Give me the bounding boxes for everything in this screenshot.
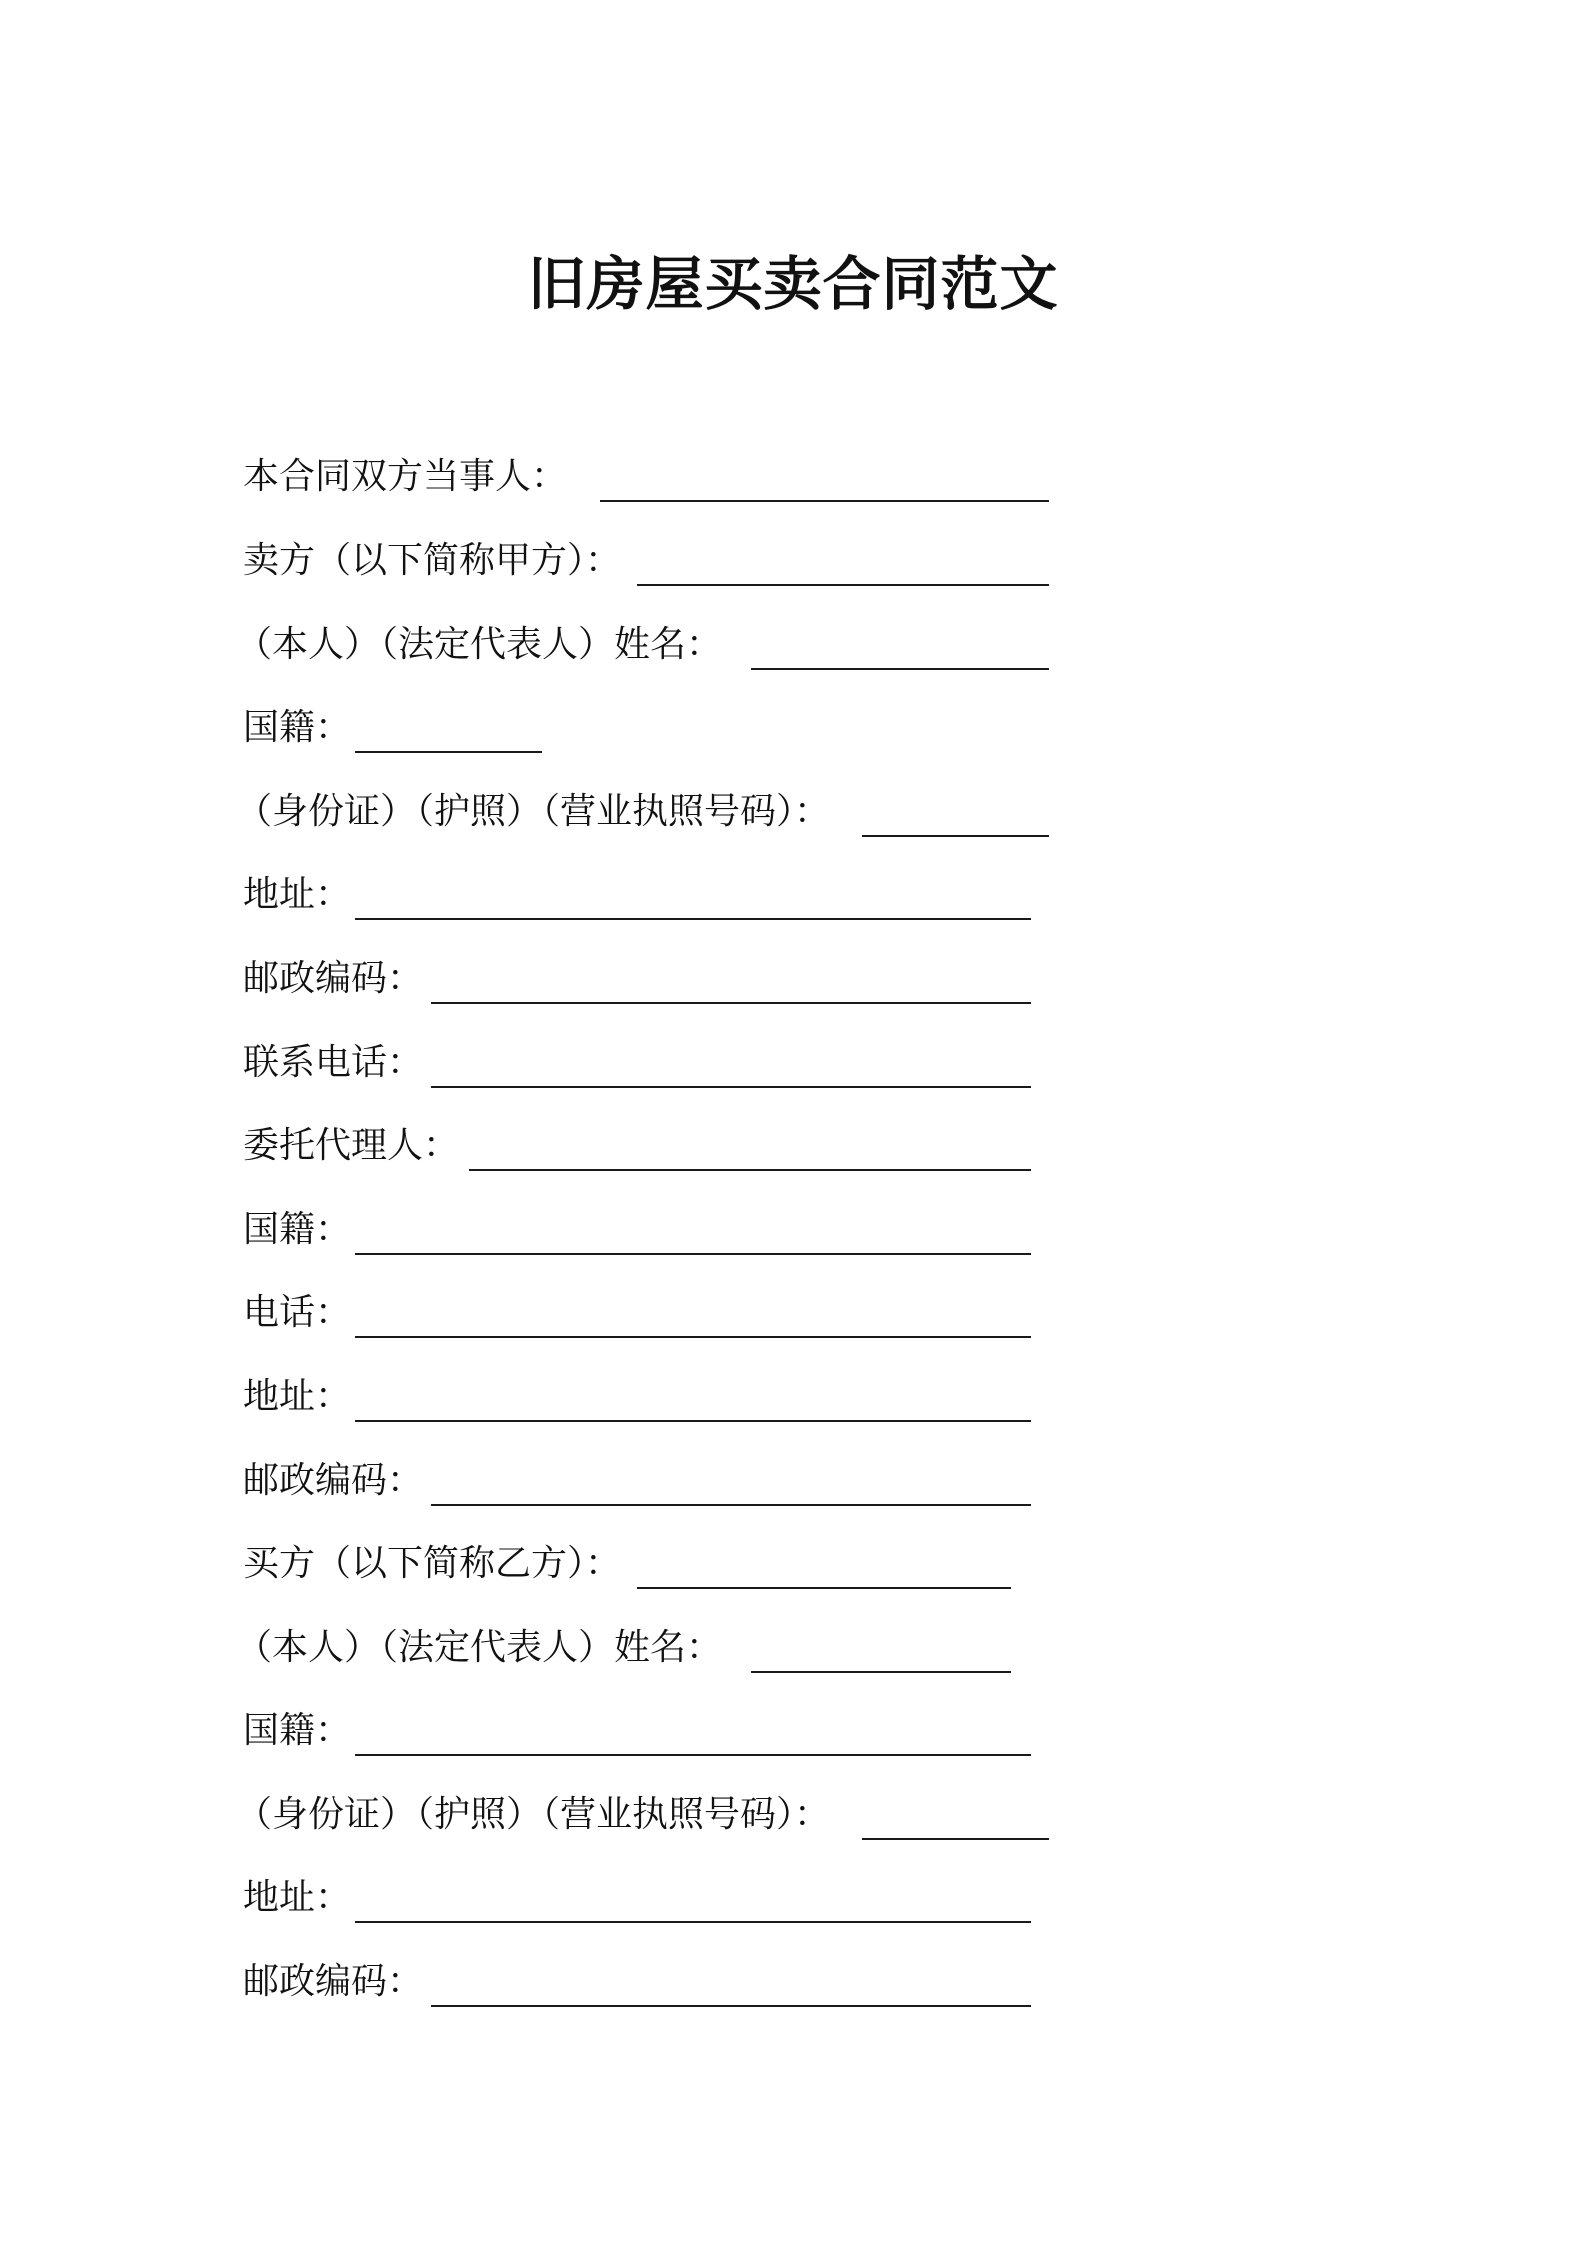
field-row-seller-phone	[0, 1034, 1586, 1094]
field-row-buyer-address	[0, 1869, 1586, 1929]
field-label: 联系电话：	[243, 1042, 424, 1083]
field-label: 地址：	[243, 874, 352, 915]
blank-line[interactable]	[862, 1838, 1049, 1840]
field-row-seller-name	[0, 616, 1586, 676]
field-label: 国籍：	[243, 707, 352, 748]
field-row-buyer-postcode	[0, 1953, 1586, 2013]
field-label: （本人）（法定代表人）姓名：	[236, 624, 723, 665]
field-row-agent	[0, 1117, 1586, 1177]
field-label: 国籍：	[243, 1209, 352, 1250]
blank-line[interactable]	[431, 1504, 1031, 1506]
blank-line[interactable]	[355, 1420, 1031, 1422]
field-row-seller-postcode	[0, 950, 1586, 1010]
field-row-agent-phone	[0, 1284, 1586, 1344]
blank-line[interactable]	[355, 1754, 1031, 1756]
blank-line[interactable]	[469, 1169, 1031, 1171]
blank-line[interactable]	[355, 1921, 1031, 1923]
blank-line[interactable]	[431, 2005, 1031, 2007]
field-label: 地址：	[243, 1376, 352, 1417]
field-label: 委托代理人：	[243, 1125, 460, 1166]
field-row-seller-address	[0, 866, 1586, 926]
blank-line[interactable]	[751, 668, 1049, 670]
blank-line[interactable]	[600, 500, 1049, 502]
blank-line[interactable]	[355, 1253, 1031, 1255]
field-label: 地址：	[243, 1877, 352, 1918]
field-row-seller	[0, 532, 1586, 592]
blank-line[interactable]	[862, 835, 1049, 837]
field-row-buyer-nationality	[0, 1702, 1586, 1762]
field-label: 国籍：	[243, 1710, 352, 1751]
field-row-agent-address	[0, 1368, 1586, 1428]
field-label: （本人）（法定代表人）姓名：	[236, 1627, 723, 1668]
blank-line[interactable]	[637, 1587, 1011, 1589]
field-label: 邮政编码：	[243, 1460, 424, 1501]
field-row-seller-id	[0, 783, 1586, 843]
document-title: 旧房屋买卖合同范文	[527, 249, 1059, 318]
field-row-seller-nationality	[0, 699, 1586, 759]
field-row-agent-nationality	[0, 1201, 1586, 1261]
field-label: 本合同双方当事人：	[243, 456, 568, 497]
blank-line[interactable]	[431, 1002, 1031, 1004]
field-label: 电话：	[243, 1292, 352, 1333]
field-row-parties	[0, 448, 1586, 508]
field-label: （身份证）（护照）（营业执照号码）：	[236, 791, 831, 832]
field-row-buyer-id	[0, 1786, 1586, 1846]
field-row-buyer	[0, 1535, 1586, 1595]
field-label: 买方（以下简称乙方）：	[243, 1543, 622, 1584]
field-label: 卖方（以下简称甲方）：	[243, 540, 622, 581]
blank-line[interactable]	[355, 1336, 1031, 1338]
field-label: 邮政编码：	[243, 1961, 424, 2002]
field-label: （身份证）（护照）（营业执照号码）：	[236, 1794, 831, 1835]
blank-line[interactable]	[355, 751, 542, 753]
blank-line[interactable]	[751, 1671, 1011, 1673]
blank-line[interactable]	[355, 918, 1031, 920]
field-row-buyer-name	[0, 1619, 1586, 1679]
blank-line[interactable]	[637, 584, 1049, 586]
blank-line[interactable]	[431, 1086, 1031, 1088]
field-label: 邮政编码：	[243, 958, 424, 999]
field-row-agent-postcode	[0, 1452, 1586, 1512]
